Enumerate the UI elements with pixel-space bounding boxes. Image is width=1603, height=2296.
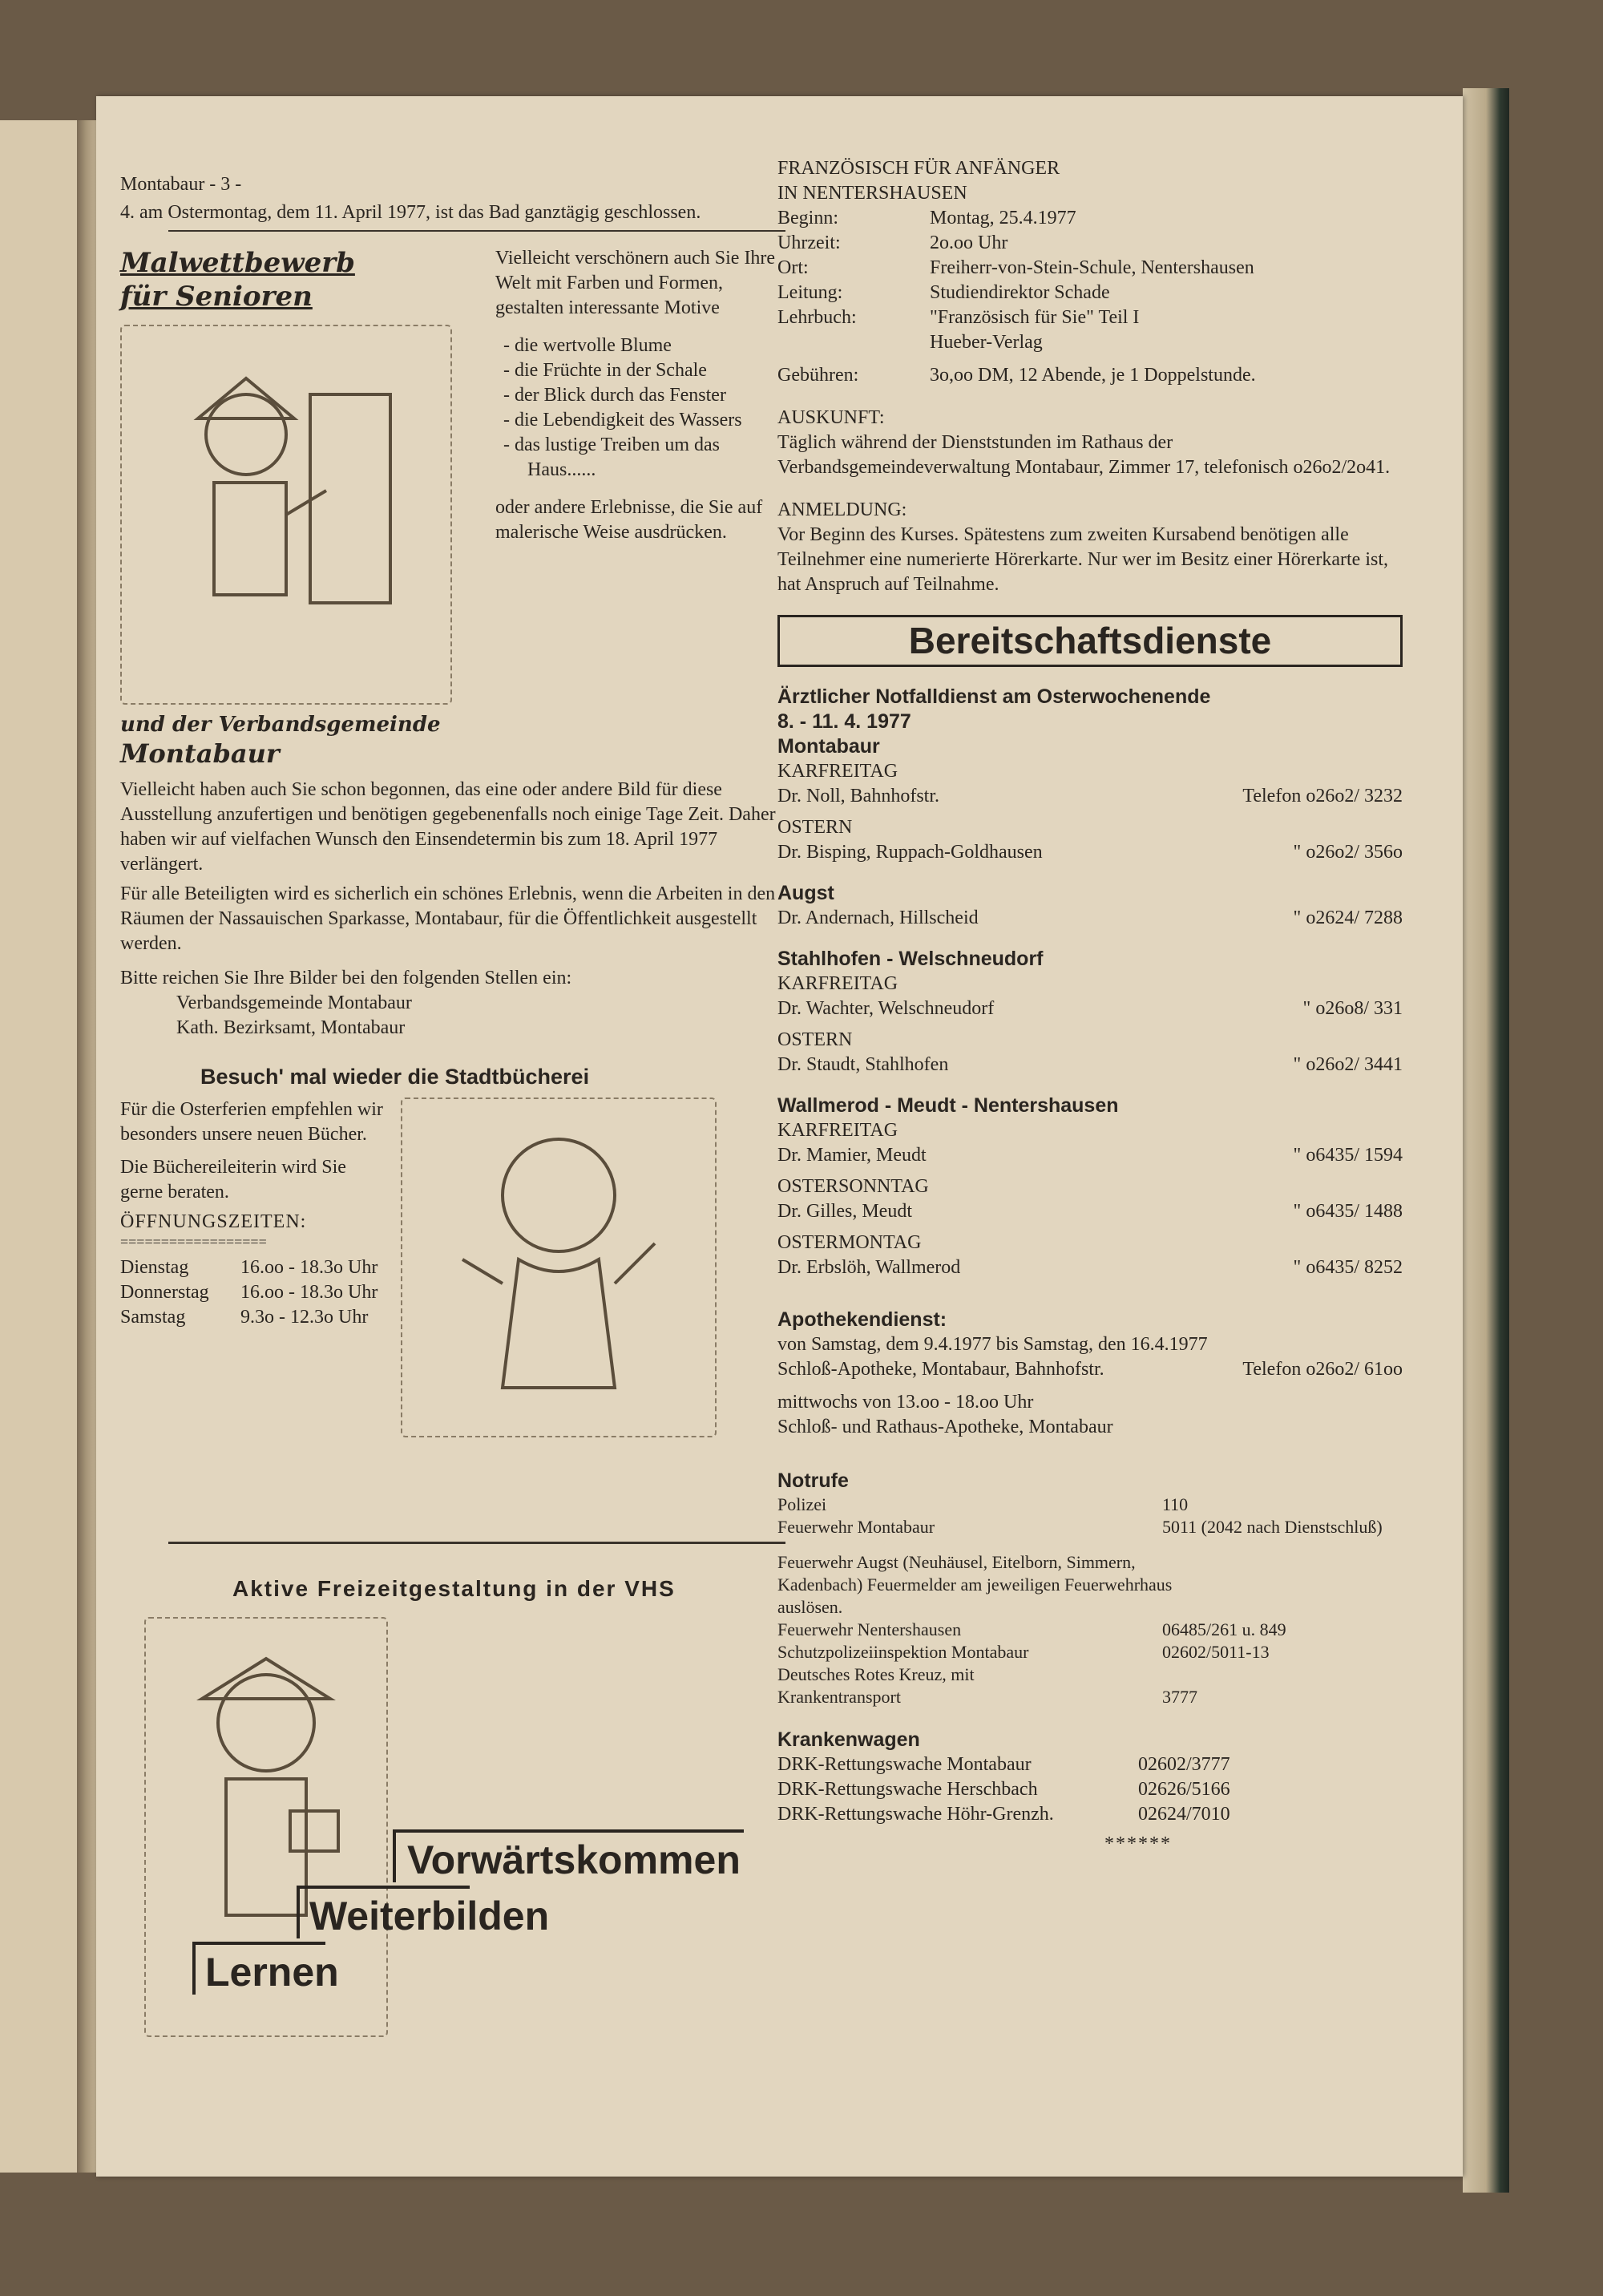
doctor-row [777, 1199, 1403, 1224]
doctor-row [777, 996, 1403, 1021]
doctor-row [777, 1143, 1403, 1168]
group-day: KARFREITAG [777, 973, 898, 994]
apotheke-title: Apothekendienst: [777, 1308, 947, 1331]
notruf-name: Schutzpolizeiinspektion Montabaur [777, 1642, 1029, 1662]
doctor-row [777, 906, 1403, 931]
group-place: Wallmerod - Meudt - Nentershausen [777, 1094, 1119, 1117]
apotheke-wednesday: mittwochs von 13.oo - 18.oo Uhr [777, 1392, 1034, 1413]
submit-place: Verbandsgemeinde Montabaur [176, 992, 412, 1013]
book-edge [1463, 88, 1509, 2193]
library-text [120, 1097, 385, 1437]
apotheke-period: von Samstag, dem 9.4.1977 bis Samstag, den 16.4.1977 [777, 1334, 1208, 1355]
doctor-phone: " o26o8/ 331 [1302, 998, 1403, 1019]
group-place: Stahlhofen - Welschneudorf [777, 948, 1044, 970]
doctor-phone: " o26o2/ 356o [1293, 842, 1403, 863]
end-marker: ****** [1104, 1833, 1172, 1854]
hours-time: 16.oo - 18.3o Uhr [240, 1257, 378, 1278]
submit-place: Kath. Bezirksamt, Montabaur [176, 1017, 406, 1038]
doctor-name: Dr. Gilles, Meudt [777, 1201, 912, 1222]
doctor-row [777, 784, 1403, 809]
list-item: - der Blick durch das Fenster [495, 383, 784, 408]
painter-sketch-icon [166, 362, 406, 667]
detail-key: Ort: [777, 257, 809, 278]
notruf-name: Feuerwehr Montabaur [777, 1517, 935, 1537]
group-day: KARFREITAG [777, 761, 898, 782]
doctor-row [777, 1053, 1403, 1077]
after-list-text: oder andere Erlebnisse, die Sie auf malerische Weise ausdrücken. [495, 497, 763, 543]
library-block [120, 1097, 785, 1437]
notruf-name: Feuerwehr Nentershausen [777, 1619, 962, 1639]
anmeldung-text: Vor Beginn des Kurses. Spätestens zum zweiten Kursabend benötigen alle Teilnehmer eine numerierte Hörerkarte. Nur wer im Besitz einer Hörerkarte ist, hat Anspruch auf Teilnahme. [777, 524, 1388, 595]
apotheke-wednesday-pharmacies: Schloß- und Rathaus-Apotheke, Montabaur [777, 1417, 1113, 1437]
detail-key: Uhrzeit: [777, 232, 841, 253]
wache-name: DRK-Rettungswache Höhr-Grenzh. [777, 1804, 1054, 1825]
french-title2: IN NENTERSHAUSEN [777, 183, 967, 204]
doctor-phone: " o6435/ 8252 [1293, 1257, 1403, 1278]
detail-key: Gebühren: [777, 365, 859, 386]
experience-text: Für alle Beteiligten wird es sicherlich ein schönes Erlebnis, wenn die Arbeiten in den Räumen der Nassauischen Sparkasse, Montabaur, für die Öffentlichkeit ausgestellt werden. [120, 883, 776, 954]
sponsor-line2: Montabaur [120, 738, 280, 769]
group-day: OSTERSONNTAG [777, 1176, 929, 1197]
hours-day: Samstag [120, 1307, 186, 1328]
bereitschaft-title: Bereitschaftsdienste [777, 615, 1403, 667]
detail-value: Montag, 25.4.1977 [930, 208, 1076, 228]
detail-key: Lehrbuch: [777, 307, 857, 328]
vhs-block [120, 1601, 785, 2050]
auskunft-label: AUSKUNFT: [777, 407, 885, 428]
malwettbewerb-text [495, 246, 784, 770]
detail-value: "Französisch für Sie" Teil I [930, 307, 1140, 328]
vhs-step3: Lernen [205, 1950, 339, 1995]
hours-time: 9.3o - 12.3o Uhr [240, 1307, 369, 1328]
notruf-row [777, 1516, 1403, 1538]
notruf-name: Polizei [777, 1494, 827, 1514]
wache-number: 02602/3777 [1138, 1754, 1230, 1775]
librarian-illustration [401, 1097, 717, 1437]
doctor-name: Dr. Andernach, Hillscheid [777, 907, 979, 928]
doctor-phone: " o6435/ 1488 [1293, 1201, 1403, 1222]
doctor-phone: " o6435/ 1594 [1293, 1145, 1403, 1166]
krankenwagen-title: Krankenwagen [777, 1728, 920, 1751]
left-column [120, 172, 785, 2050]
wache-number: 02624/7010 [1138, 1804, 1230, 1825]
doctor-phone: " o2624/ 7288 [1293, 907, 1403, 928]
running-head: Montabaur - 3 - [120, 174, 242, 195]
list-item: - die wertvolle Blume [495, 333, 784, 358]
step-weiterbilden [297, 1886, 550, 1938]
malwettbewerb-art [120, 246, 481, 770]
wache-name: DRK-Rettungswache Herschbach [777, 1779, 1038, 1800]
notdienst-dates: 8. - 11. 4. 1977 [777, 710, 911, 733]
hours-day: Dienstag [120, 1257, 189, 1278]
french-title1: FRANZÖSISCH FÜR ANFÄNGER [777, 158, 1060, 179]
sponsor-line1: und der Verbandsgemeinde [120, 713, 441, 737]
vhs-step2: Weiterbilden [309, 1894, 550, 1938]
newspaper-page [96, 96, 1463, 2177]
hours-rule: ================== [120, 1234, 267, 1250]
wache-number: 02626/5166 [1138, 1779, 1230, 1800]
krankenwagen-row [777, 1752, 1403, 1777]
list-item: - die Früchte in der Schale [495, 358, 784, 383]
group-place: Montabaur [777, 735, 880, 758]
list-item: - die Lebendigkeit des Wassers [495, 408, 784, 433]
notrufe-title: Notrufe [777, 1469, 849, 1492]
notrufe-list [777, 1494, 1403, 1708]
submit-text: Bitte reichen Sie Ihre Bilder bei den folgenden Stellen ein: [120, 968, 572, 988]
anmeldung-label: ANMELDUNG: [777, 499, 907, 520]
hours-day: Donnerstag [120, 1282, 209, 1303]
group-day: OSTERN [777, 1029, 853, 1050]
group-day: OSTERN [777, 817, 853, 838]
malwettbewerb-subtitle: für Senioren [120, 281, 313, 313]
divider [168, 1542, 785, 1544]
step-vorwaerts [393, 1829, 744, 1882]
notruf-number: 06485/261 u. 849 [1162, 1619, 1286, 1639]
french-details [777, 206, 1403, 388]
notruf-number: 3777 [1162, 1687, 1197, 1707]
doctor-name: Dr. Wachter, Welschneudorf [777, 998, 995, 1019]
detail-value: Hueber-Verlag [930, 332, 1043, 353]
doctor-name: Dr. Bisping, Ruppach-Goldhausen [777, 842, 1043, 863]
doctor-row [777, 840, 1403, 865]
detail-value: 2o.oo Uhr [930, 232, 1008, 253]
notruf-number: 5011 (2042 nach Dienstschluß) [1162, 1517, 1383, 1537]
detail-value: Studiendirektor Schade [930, 282, 1110, 303]
hours-time: 16.oo - 18.3o Uhr [240, 1282, 378, 1303]
detail-key [777, 330, 930, 355]
doctor-name: Dr. Staudt, Stahlhofen [777, 1054, 949, 1075]
vhs-step1: Vorwärtskommen [407, 1837, 741, 1882]
vhs-title: Aktive Freizeitgestaltung in der VHS [232, 1576, 676, 1601]
list-item: - das lustige Treiben um das Haus...... [495, 433, 784, 483]
detail-value: 3o,oo DM, 12 Abende, je 1 Doppelstunde. [930, 365, 1256, 386]
malwettbewerb-title: Malwettbewerb [120, 247, 355, 279]
item-4: 4. am Ostermontag, dem 11. April 1977, ist das Bad ganztägig geschlossen. [120, 202, 701, 223]
detail-value: Freiherr-von-Stein-Schule, Nentershausen [930, 257, 1254, 278]
hours-table [120, 1255, 385, 1330]
intro-text: Vielleicht verschönern auch Sie Ihre Welt mit Farben und Formen, gestalten interessante Motive [495, 248, 776, 318]
perhaps-text: Vielleicht haben auch Sie schon begonnen, das eine oder andere Bild für diese Ausstellung anzufertigen und benötigen gegebenenfalls noch einige Tage Zeit. Daher haben wir auf vielfachen Wunsch den Einsendetermin bis zum 18. April 1977 verlängert. [120, 779, 776, 875]
library-text2: Die Büchereileiterin wird Sie gerne beraten. [120, 1157, 346, 1203]
library-text1: Für die Osterferien empfehlen wir besonders unsere neuen Bücher. [120, 1099, 383, 1145]
malwettbewerb-block [120, 246, 785, 770]
apotheke-phone: Telefon o26o2/ 61oo [1242, 1359, 1403, 1380]
group-place: Augst [777, 882, 834, 904]
notdienst-title: Ärztlicher Notfalldienst am Osterwochenende [777, 685, 1211, 708]
notruf-number: 02602/5011-13 [1162, 1642, 1270, 1662]
notruf-row [777, 1619, 1403, 1641]
apotheke-name: Schloß-Apotheke, Montabaur, Bahnhofstr. [777, 1359, 1104, 1380]
doctor-name: Dr. Erbslöh, Wallmerod [777, 1257, 961, 1278]
krankenwagen-row [777, 1802, 1403, 1827]
feuerwehr-augst: Feuerwehr Augst (Neuhäusel, Eitelborn, Simmern, Kadenbach) Feuermelder am jeweiligen Feuerwehrhaus auslösen. [777, 1552, 1173, 1617]
detail-key: Beginn: [777, 208, 838, 228]
hours-label: ÖFFNUNGSZEITEN: [120, 1211, 307, 1232]
doctor-row [777, 1255, 1403, 1280]
step-lernen [192, 1942, 339, 1995]
doctor-phone: " o26o2/ 3441 [1293, 1054, 1403, 1075]
wache-name: DRK-Rettungswache Montabaur [777, 1754, 1032, 1775]
apotheke-row [777, 1357, 1403, 1382]
painter-illustration [120, 325, 452, 705]
auskunft-text: Täglich während der Dienststunden im Rathaus der Verbandsgemeindeverwaltung Montabaur, Zimmer 17, telefonisch o26o2/2o41. [777, 432, 1391, 478]
notruf-row [777, 1663, 1403, 1708]
krankenwagen-list [777, 1752, 1403, 1827]
motif-list [495, 333, 784, 483]
librarian-sketch-icon [454, 1123, 663, 1412]
doctor-phone: Telefon o26o2/ 3232 [1242, 786, 1403, 806]
group-day: KARFREITAG [777, 1120, 898, 1141]
library-title: Besuch' mal wieder die Stadtbücherei [200, 1065, 590, 1089]
doctor-name: Dr. Noll, Bahnhofstr. [777, 786, 939, 806]
doctor-name: Dr. Mamier, Meudt [777, 1145, 927, 1166]
adjacent-page-strip [0, 120, 77, 2173]
right-column [777, 156, 1403, 1857]
notruf-name: Deutsches Rotes Kreuz, mit Krankentransport [777, 1664, 975, 1707]
notruf-row [777, 1494, 1403, 1516]
divider [168, 230, 785, 232]
group-day: OSTERMONTAG [777, 1232, 922, 1253]
krankenwagen-row [777, 1777, 1403, 1802]
notruf-number: 110 [1162, 1494, 1189, 1514]
notruf-row [777, 1641, 1403, 1663]
detail-key: Leitung: [777, 282, 843, 303]
